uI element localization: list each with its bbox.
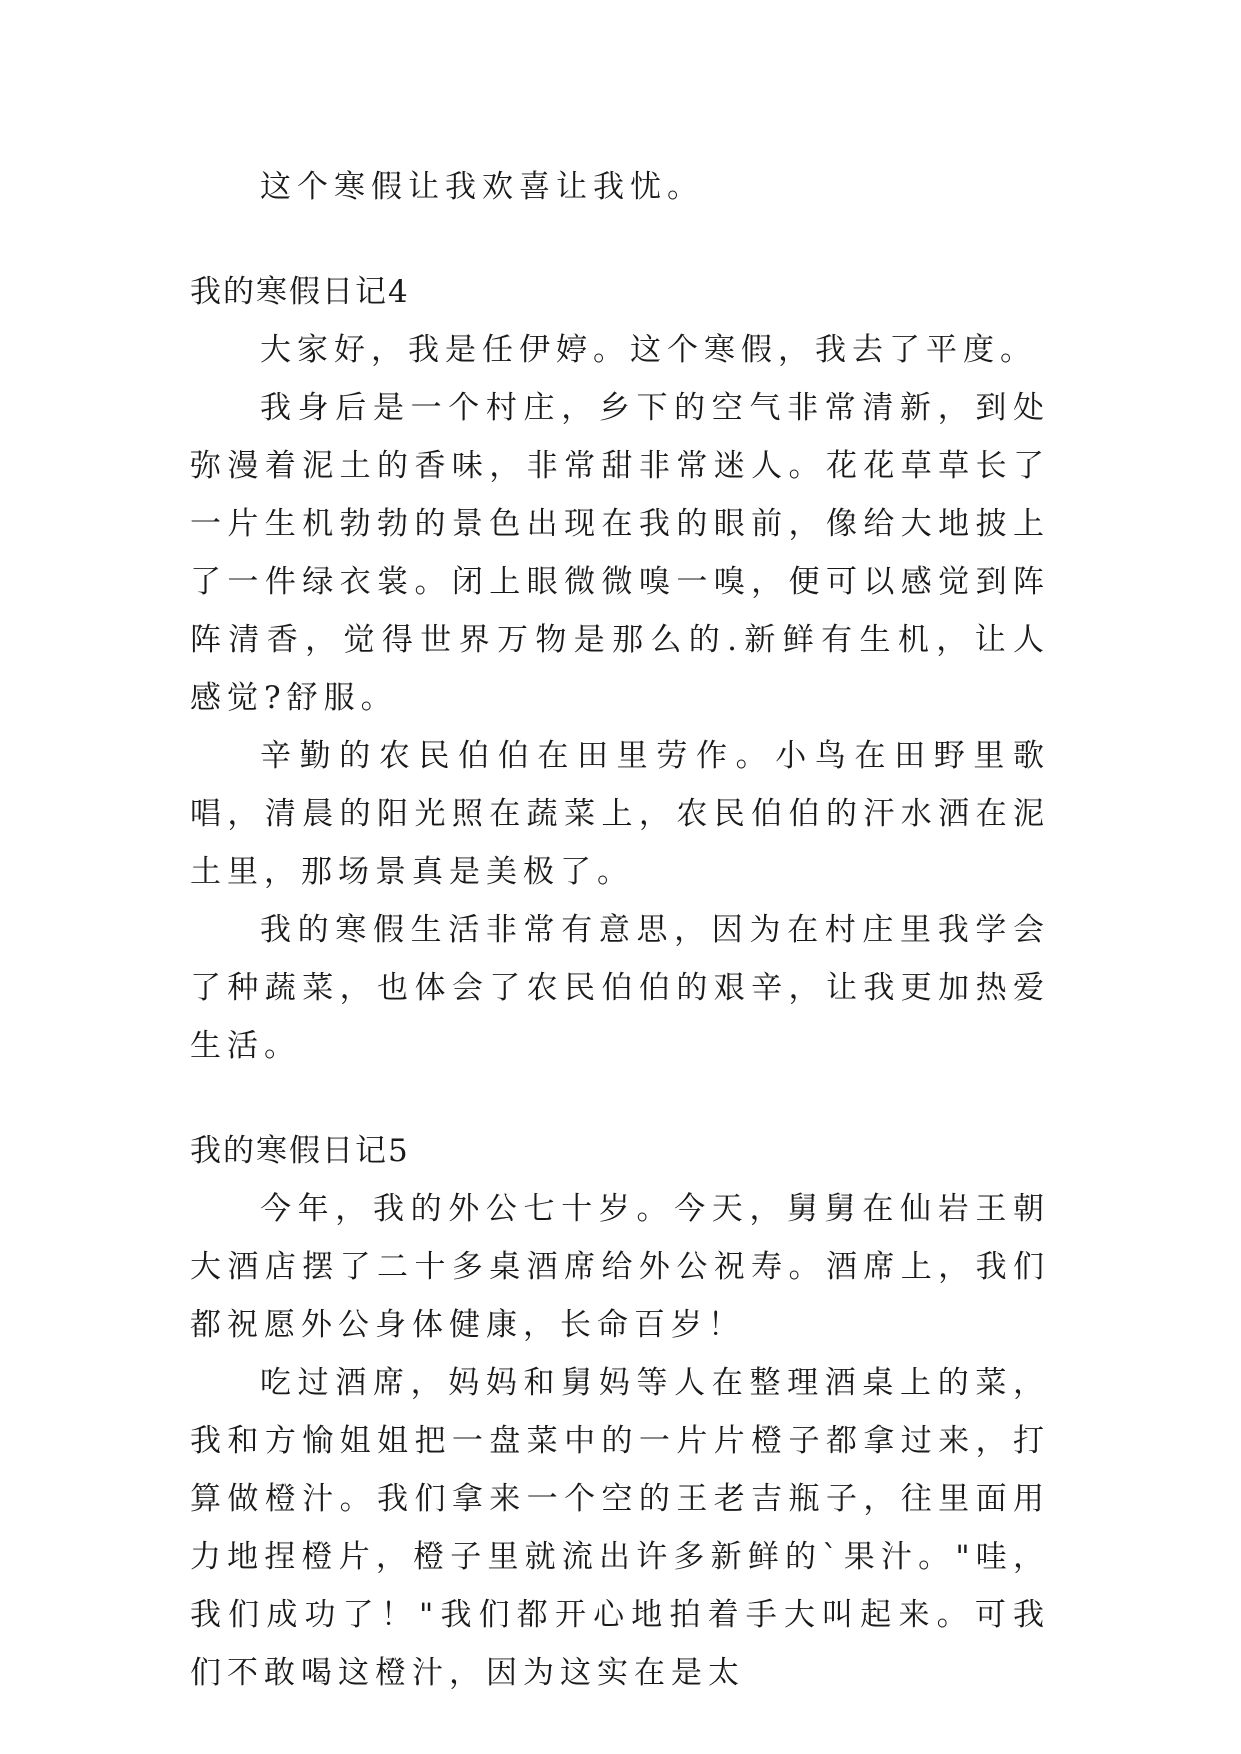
diary-4-paragraph-4: 我的寒假生活非常有意思，因为在村庄里我学会了种蔬菜，也体会了农民伯伯的艰辛，让我更加热爱生活。 (190, 912, 1050, 1064)
diary-4-paragraph-1: 大家好，我是任伊婷。这个寒假，我去了平度。 (260, 332, 1037, 368)
intro-paragraph: 这个寒假让我欢喜让我忧。 (260, 169, 704, 205)
diary-5-title: 我的寒假日记5 (190, 1133, 410, 1169)
diary-4-title: 我的寒假日记4 (190, 274, 410, 310)
document-body (190, 158, 1050, 1702)
diary-5-paragraph-2: 吃过酒席，妈妈和舅妈等人在整理酒桌上的菜，我和方愉姐姐把一盘菜中的一片片橙子都拿过来，打算做橙汁。我们拿来一个空的王老吉瓶子，往里面用力地捏橙片，橙子里就流出许多新鲜的`果汁。"哇，我们成功了！"我们都开心地拍着手大叫起来。可我们不敢喝这橙汁，因为这实在是太 (190, 1365, 1050, 1691)
diary-4-paragraph-2: 我身后是一个村庄，乡下的空气非常清新，到处弥漫着泥土的香味，非常甜非常迷人。花花草草长了一片生机勃勃的景色出现在我的眼前，像给大地披上了一件绿衣裳。闭上眼微微嗅一嗅，便可以感觉到阵阵清香，觉得世界万物是那么的.新鲜有生机，让人感觉?舒服。 (190, 390, 1050, 716)
diary-4-paragraph-3: 辛勤的农民伯伯在田里劳作。小鸟在田野里歌唱，清晨的阳光照在蔬菜上，农民伯伯的汗水洒在泥土里，那场景真是美极了。 (190, 738, 1050, 890)
diary-5-paragraph-1: 今年，我的外公七十岁。今天，舅舅在仙岩王朝大酒店摆了二十多桌酒席给外公祝寿。酒席上，我们都祝愿外公身体健康，长命百岁！ (190, 1191, 1050, 1343)
